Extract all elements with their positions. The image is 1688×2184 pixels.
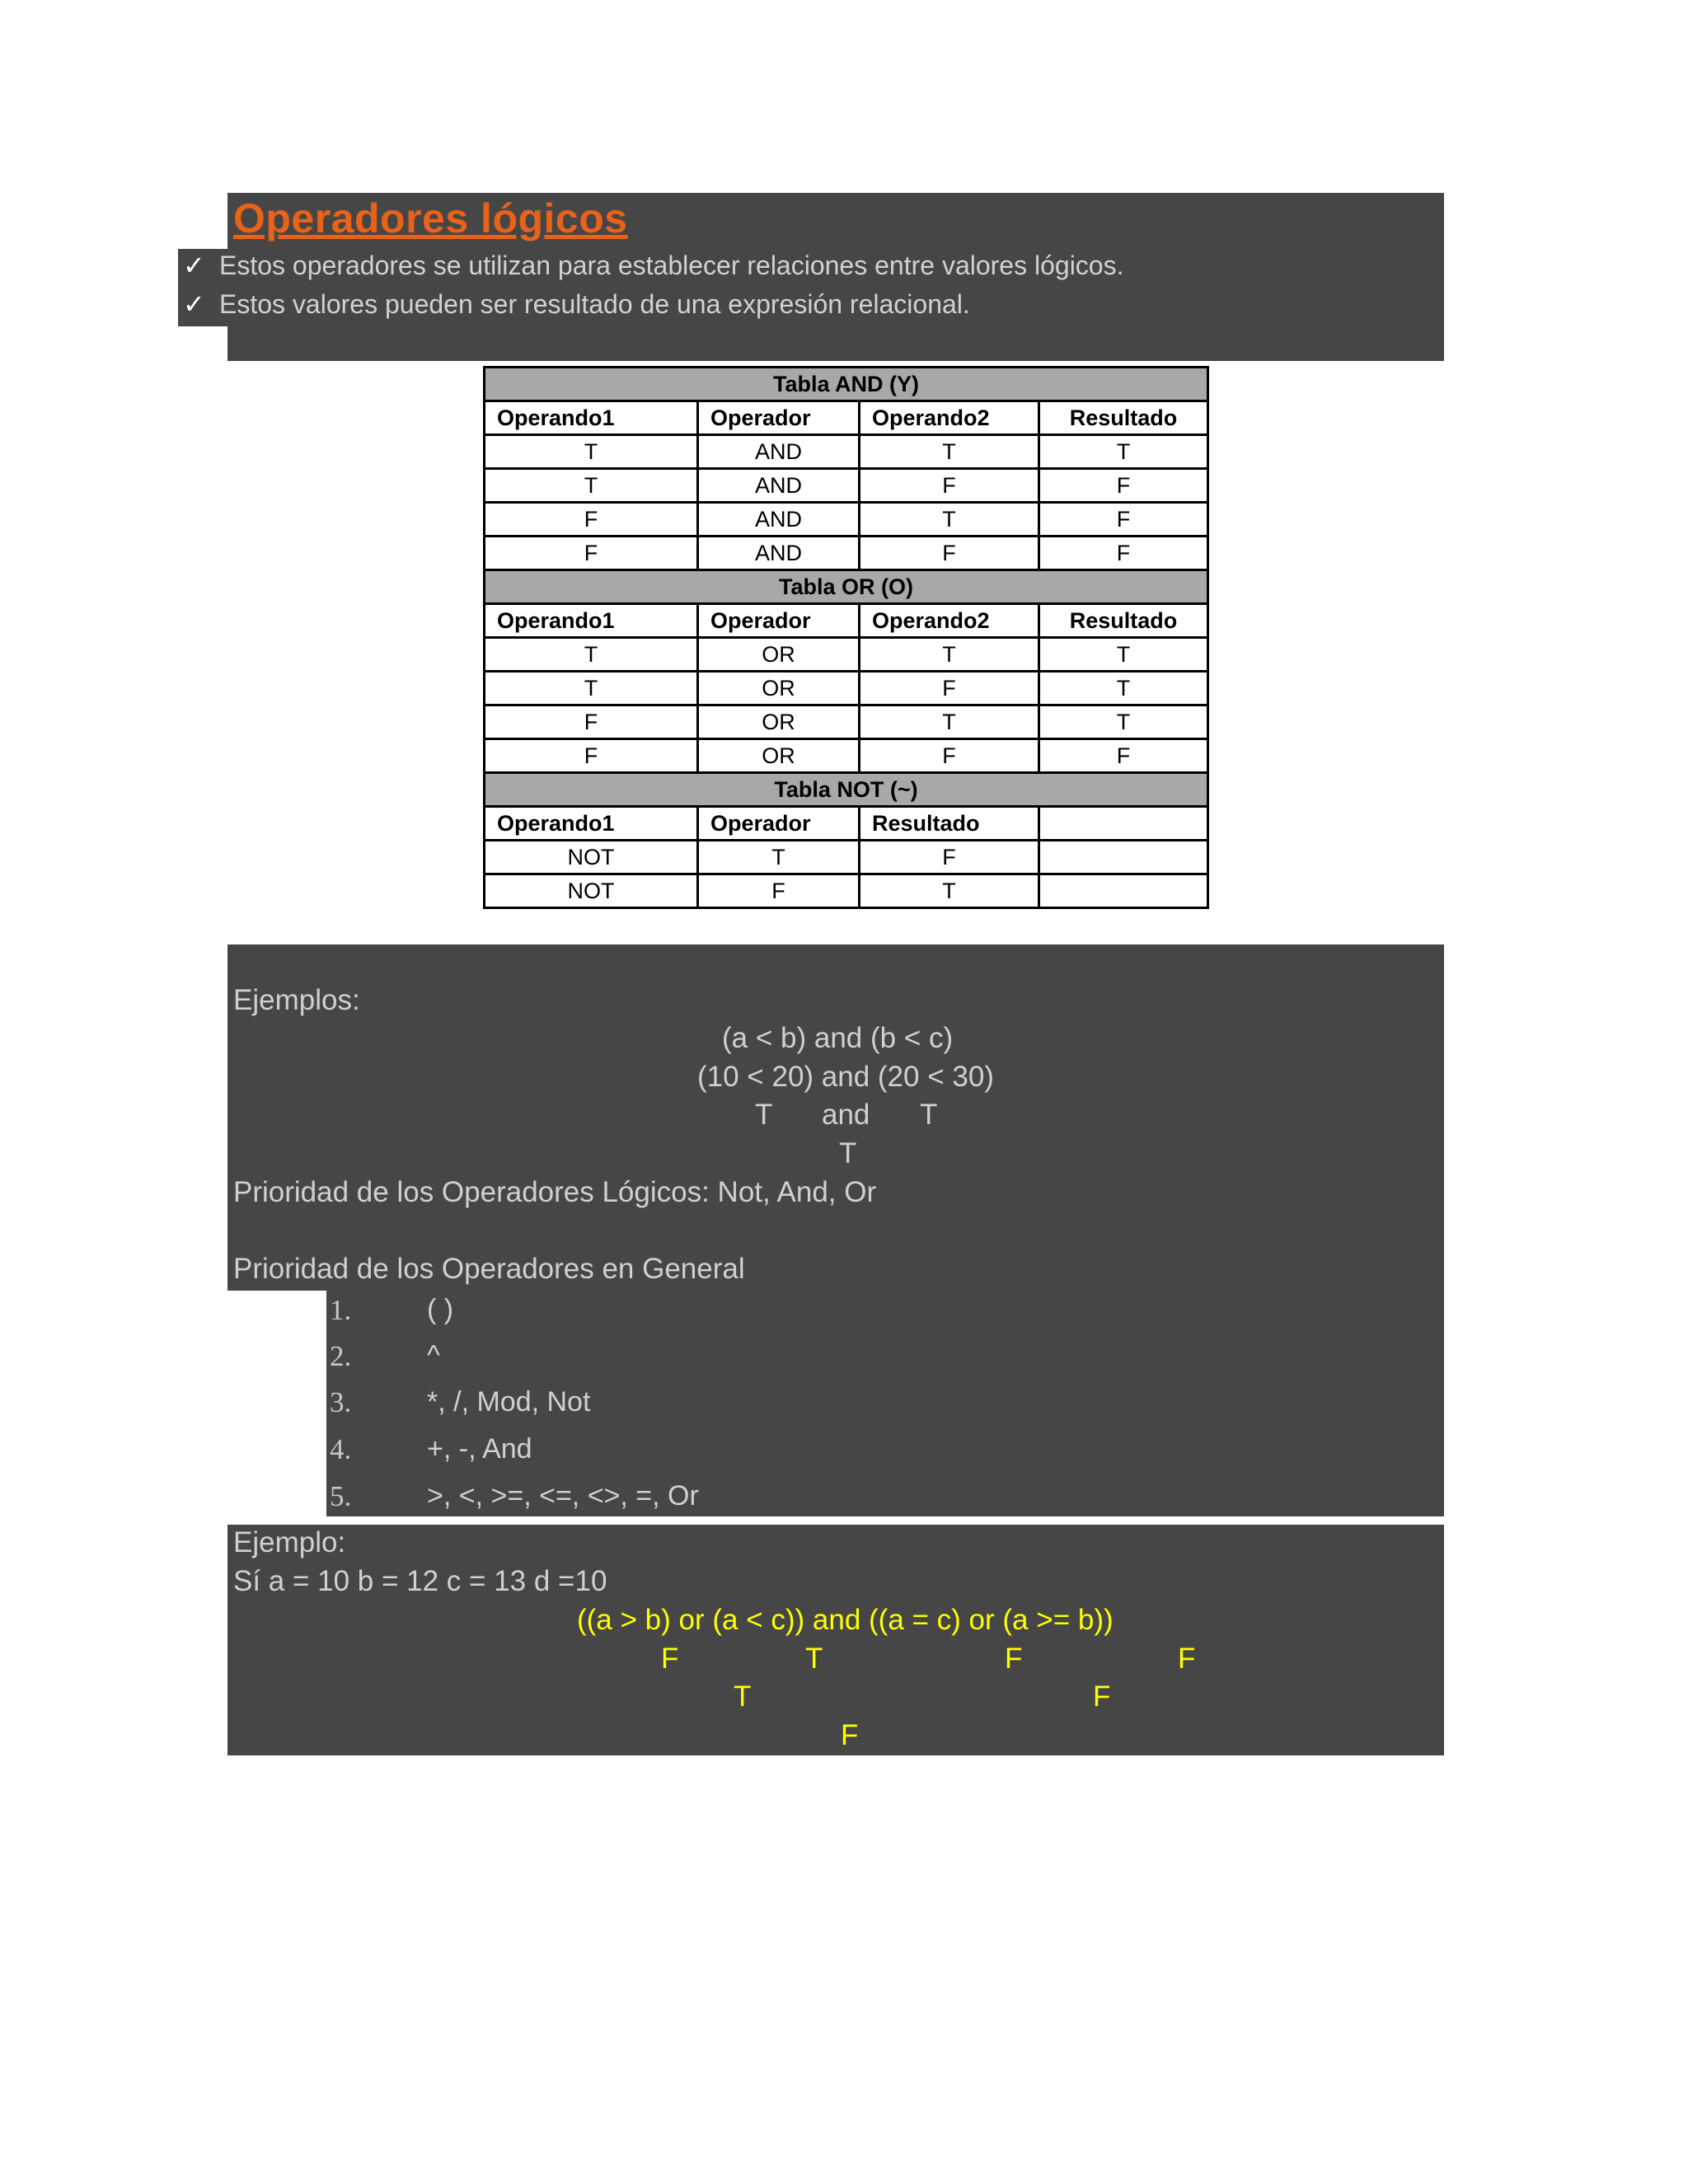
example2-final: F bbox=[841, 1719, 859, 1751]
bullet-text: Estos operadores se utilizan para establecer relaciones entre valores lógicos. bbox=[219, 251, 1124, 280]
table-row bbox=[485, 874, 1208, 908]
column-header: Operador bbox=[698, 401, 860, 435]
table-caption-cell: Tabla NOT (~) bbox=[485, 773, 1208, 807]
table-cell: F bbox=[860, 469, 1039, 503]
table-cell: T bbox=[860, 503, 1039, 537]
example-line: (a < b) and (b < c) bbox=[722, 1022, 954, 1054]
table-cell: NOT bbox=[485, 874, 698, 908]
table-caption-cell: Tabla OR (O) bbox=[485, 570, 1208, 604]
column-header: Operando1 bbox=[485, 604, 698, 638]
list-item: >, <, >=, <=, <>, =, Or bbox=[427, 1480, 699, 1511]
table-row bbox=[485, 705, 1208, 739]
table-cell: AND bbox=[698, 503, 860, 537]
table-caption-cell: Tabla AND (Y) bbox=[485, 368, 1208, 401]
table-cell bbox=[1039, 841, 1208, 874]
table-cell: F bbox=[698, 874, 860, 908]
table-cell: T bbox=[485, 638, 698, 672]
list-number: 5. bbox=[330, 1480, 352, 1512]
table-cell: OR bbox=[698, 739, 860, 773]
example2-eval-1: F bbox=[661, 1643, 679, 1675]
example-result-left: T bbox=[755, 1099, 773, 1131]
list-number: 3. bbox=[330, 1386, 352, 1418]
table-cell: NOT bbox=[485, 841, 698, 874]
table-caption-not bbox=[485, 773, 1208, 807]
table-cell: T bbox=[860, 705, 1039, 739]
column-header: Operador bbox=[698, 604, 860, 638]
column-header: Resultado bbox=[1039, 401, 1208, 435]
table-header-row bbox=[485, 807, 1208, 841]
list-item: *, /, Mod, Not bbox=[427, 1386, 591, 1418]
table-header-row bbox=[485, 401, 1208, 435]
table-row bbox=[485, 841, 1208, 874]
table-cell: F bbox=[860, 672, 1039, 705]
table-cell: T bbox=[485, 672, 698, 705]
table-cell: F bbox=[485, 705, 698, 739]
table-cell: T bbox=[1039, 435, 1208, 469]
table-cell: T bbox=[485, 435, 698, 469]
table-cell: OR bbox=[698, 638, 860, 672]
example2-expression: ((a > b) or (a < c)) and ((a = c) or (a >= b)) bbox=[577, 1604, 1114, 1636]
column-header: Resultado bbox=[860, 807, 1039, 841]
bullet-item bbox=[183, 288, 970, 320]
table-cell: F bbox=[1039, 739, 1208, 773]
priority-logical: Prioridad de los Operadores Lógicos: Not, And, Or bbox=[233, 1176, 877, 1208]
checkmark-icon: ✓ bbox=[183, 289, 205, 319]
table-cell: F bbox=[860, 739, 1039, 773]
list-item: ^ bbox=[427, 1340, 440, 1371]
table-cell: T bbox=[1039, 638, 1208, 672]
example-line: (10 < 20) and (20 < 30) bbox=[697, 1061, 994, 1093]
table-cell: AND bbox=[698, 537, 860, 570]
list-number: 1. bbox=[330, 1294, 352, 1326]
column-header: Resultado bbox=[1039, 604, 1208, 638]
list-number: 2. bbox=[330, 1340, 352, 1372]
table-cell: F bbox=[1039, 537, 1208, 570]
truth-tables bbox=[483, 366, 1209, 909]
table-cell: F bbox=[485, 537, 698, 570]
table-cell: T bbox=[1039, 672, 1208, 705]
table-cell: F bbox=[1039, 503, 1208, 537]
table-cell bbox=[1039, 874, 1208, 908]
column-header: Operando1 bbox=[485, 807, 698, 841]
example2-eval-6: F bbox=[1093, 1680, 1111, 1713]
table-row bbox=[485, 672, 1208, 705]
table-cell: T bbox=[860, 874, 1039, 908]
table-cell: F bbox=[485, 739, 698, 773]
column-header: Operando2 bbox=[860, 604, 1039, 638]
table-cell: F bbox=[860, 537, 1039, 570]
list-number: 4. bbox=[330, 1433, 352, 1465]
table-caption-and bbox=[485, 368, 1208, 401]
table-cell: F bbox=[485, 503, 698, 537]
example-result-and: and bbox=[822, 1099, 870, 1131]
example2-values: Sí a = 10 b = 12 c = 13 d =10 bbox=[233, 1565, 607, 1597]
checkmark-icon: ✓ bbox=[183, 251, 205, 280]
example-final-result: T bbox=[839, 1137, 857, 1169]
table-row bbox=[485, 537, 1208, 570]
table-cell: AND bbox=[698, 435, 860, 469]
column-header: Operando2 bbox=[860, 401, 1039, 435]
example2-eval-2: T bbox=[805, 1643, 823, 1675]
table-cell: OR bbox=[698, 705, 860, 739]
table-cell: T bbox=[860, 638, 1039, 672]
example-result-right: T bbox=[920, 1099, 938, 1131]
bullet-item bbox=[183, 250, 1123, 281]
bullet-text: Estos valores pueden ser resultado de una expresión relacional. bbox=[219, 289, 970, 319]
table-cell: T bbox=[1039, 705, 1208, 739]
table-cell: T bbox=[860, 435, 1039, 469]
table-cell: T bbox=[698, 841, 860, 874]
table-cell: F bbox=[1039, 469, 1208, 503]
page-title: Operadores lógicos bbox=[233, 195, 628, 241]
table-row bbox=[485, 469, 1208, 503]
priority-general: Prioridad de los Operadores en General bbox=[233, 1253, 745, 1285]
table-row bbox=[485, 435, 1208, 469]
table-header-row bbox=[485, 604, 1208, 638]
list-item: +, -, And bbox=[427, 1433, 532, 1465]
table-cell: T bbox=[485, 469, 698, 503]
column-header: Operando1 bbox=[485, 401, 698, 435]
example2-eval-5: T bbox=[734, 1680, 752, 1713]
example2-eval-4: F bbox=[1178, 1643, 1196, 1675]
table-cell: OR bbox=[698, 672, 860, 705]
table-caption-or bbox=[485, 570, 1208, 604]
table-row bbox=[485, 739, 1208, 773]
table-cell: F bbox=[860, 841, 1039, 874]
table-row bbox=[485, 503, 1208, 537]
column-header bbox=[1039, 807, 1208, 841]
example2-eval-3: F bbox=[1005, 1643, 1023, 1675]
list-item: ( ) bbox=[427, 1294, 454, 1325]
example2-band bbox=[227, 1525, 1444, 1755]
examples-label: Ejemplos: bbox=[233, 984, 360, 1016]
table-cell: AND bbox=[698, 469, 860, 503]
example2-label: Ejemplo: bbox=[233, 1526, 346, 1558]
table-row bbox=[485, 638, 1208, 672]
column-header: Operador bbox=[698, 807, 860, 841]
